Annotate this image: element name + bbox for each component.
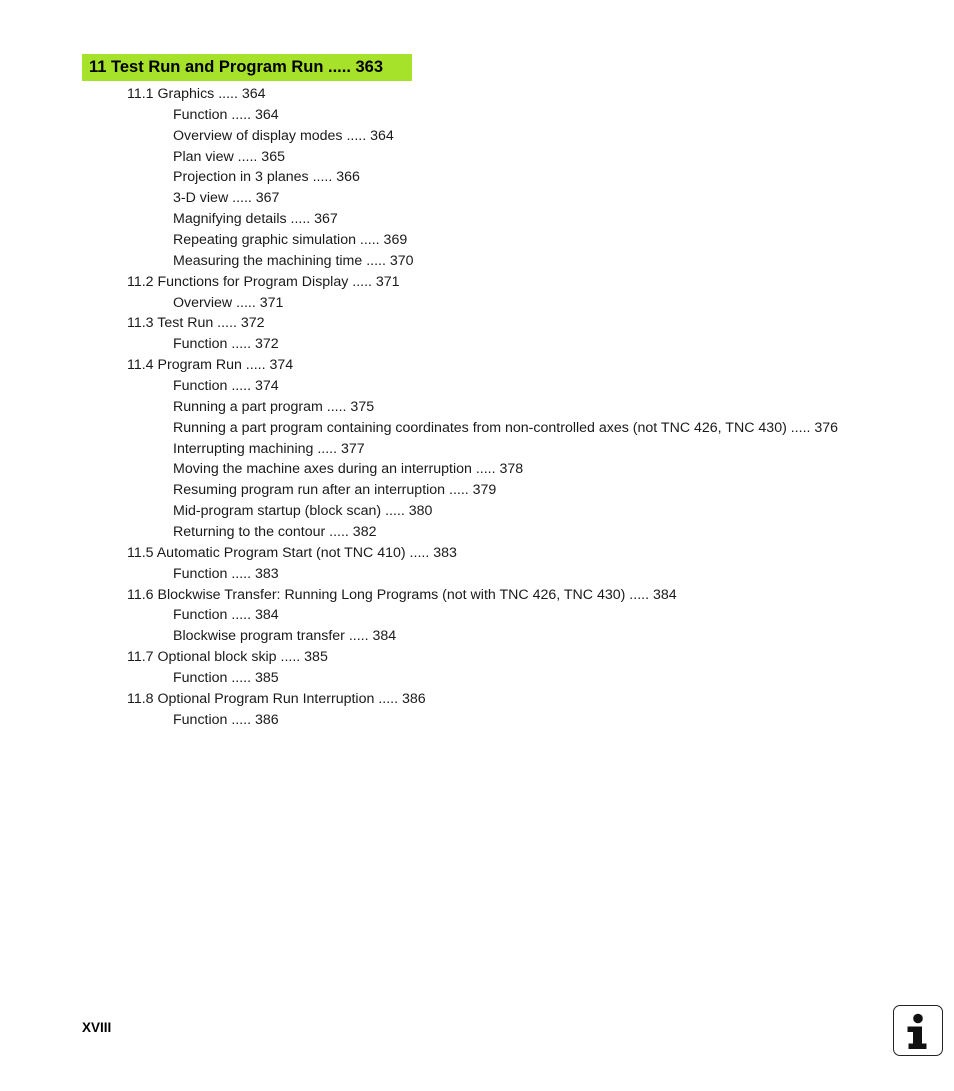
info-icon	[894, 1006, 941, 1054]
toc-subsection-entry[interactable]: Plan view ..... 365	[173, 148, 285, 165]
toc-subsection-entry[interactable]: 3-D view ..... 367	[173, 190, 280, 207]
toc-subsection-entry[interactable]: Blockwise program transfer ..... 384	[173, 628, 397, 645]
toc-section-entry[interactable]: 11.1 Graphics ..... 364	[127, 86, 266, 102]
toc-subsection-entry[interactable]: Interrupting machining ..... 377	[173, 440, 365, 457]
toc-section-entry[interactable]: 11.3 Test Run ..... 372	[127, 315, 265, 332]
page-number: XVIII	[82, 1020, 112, 1035]
toc-subsection-entry[interactable]: Function ..... 383	[173, 565, 279, 582]
toc-subsection-entry[interactable]: Overview of display modes ..... 364	[173, 127, 394, 144]
toc-subsection-entry[interactable]: Function ..... 385	[173, 670, 279, 687]
toc-subsection-entry[interactable]: Returning to the contour ..... 382	[173, 524, 377, 541]
toc-subsection-entry[interactable]: Measuring the machining time ..... 370	[173, 252, 414, 269]
toc-section-entry[interactable]: 11.2 Functions for Program Display ..... 371	[127, 273, 400, 290]
toc-subsection-entry[interactable]: Function ..... 384	[173, 607, 279, 624]
toc-subsection-entry[interactable]: Mid-program startup (block scan) ..... 380	[173, 503, 433, 520]
toc-subsection-entry[interactable]: Function ..... 374	[173, 378, 279, 395]
toc-section-entry[interactable]: 11.7 Optional block skip ..... 385	[127, 649, 328, 666]
toc-subsection-entry[interactable]: Function ..... 364	[173, 106, 279, 123]
info-button[interactable]	[893, 1005, 943, 1056]
toc-subsection-entry[interactable]: Running a part program containing coordinates from non-controlled axes (not TNC 426, TNC 430) ..... 376	[173, 419, 839, 436]
toc-subsection-entry[interactable]: Repeating graphic simulation ..... 369	[173, 232, 408, 249]
toc-section-entry[interactable]: 11.8 Optional Program Run Interruption ..... 386	[127, 690, 426, 707]
toc-section-entry[interactable]: 11.4 Program Run ..... 374	[127, 357, 294, 374]
toc-subsection-entry[interactable]: Running a part program ..... 375	[173, 398, 375, 415]
toc-subsection-entry[interactable]: Function ..... 372	[173, 336, 279, 353]
chapter-heading[interactable]: 11 Test Run and Program Run ..... 363	[82, 54, 412, 81]
toc-subsection-entry[interactable]: Overview ..... 371	[173, 294, 284, 311]
table-of-contents	[0, 84, 954, 731]
toc-subsection-entry[interactable]: Moving the machine axes during an interruption ..... 378	[173, 461, 524, 478]
toc-section-entry[interactable]: 11.5 Automatic Program Start (not TNC 410) ..... 383	[127, 544, 457, 561]
toc-subsection-entry[interactable]: Function ..... 386	[173, 711, 279, 728]
toc-subsection-entry[interactable]: Magnifying details ..... 367	[173, 211, 338, 228]
toc-subsection-entry[interactable]: Resuming program run after an interruption ..... 379	[173, 482, 497, 499]
toc-subsection-entry[interactable]: Projection in 3 planes ..... 366	[173, 169, 360, 186]
toc-section-entry[interactable]: 11.6 Blockwise Transfer: Running Long Programs (not with TNC 426, TNC 430) ..... 384	[127, 586, 677, 603]
